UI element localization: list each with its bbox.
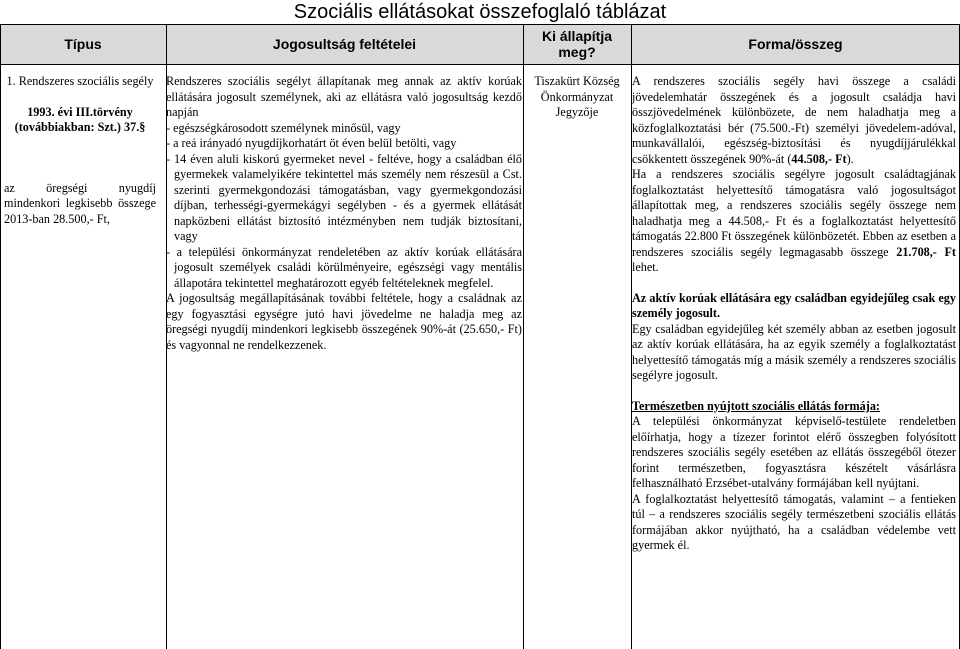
amount-reduced: 21.708,- Ft [896, 244, 956, 259]
eligibility-item: - a reá irányadó nyugdíjkorhatárt öt éven belül betölti, vagy [166, 136, 457, 150]
authority-name: Tiszakürt Község Önkormányzat Jegyzője [534, 74, 620, 119]
type-column [4, 74, 156, 227]
type-name: 1. Rendszeres szociális segély [6, 74, 154, 88]
eligibility-item: - egészségkárosodott személynek minősül, vagy [166, 120, 401, 135]
in-kind-paragraph: A foglalkoztatást helyettesítő támogatás, valamint – a fentieken túl – a rendszeres szociális segély természetbeni szociális ellátás formájában akkor nyújtható, ha a családban védelembe vett gyermek él. [632, 491, 956, 552]
in-kind-paragraph: A települési önkormányzat képviselő-testülete rendeletben előírhatja, hogy a tízezer forintot elérő összegben folyósított rendszeres szociális segély esetében az ellátás összegéből ötezer forint természetben, fogyasztásra készételt vásárlásra felhasználható Erzsébet-utalvány formájában kell nyújtani. [632, 414, 956, 490]
law-reference: 1993. évi III.törvény (továbbiakban: Szt.) 37.§ [14, 104, 146, 134]
table-top-border [0, 24, 960, 25]
header-tipus: Típus [0, 24, 166, 64]
authority-column [524, 74, 630, 121]
page-title: Szociális ellátásokat összefoglaló táblázat [293, 1, 667, 23]
header-divider [0, 64, 960, 65]
amount-paragraph: Ha a rendszeres szociális segélyre jogosult családtagjának foglalkoztatást helyettesítő támogatásra való jogosultságot állapítottak meg, a rendszeres szociális segély összege nem haladhatja meg a 44.508,- Ft és a foglalkoztatást helyettesítő támogatás 22.800 Ft összegének különbözetét. Ebben az esetben a rendszeres szociális segély legmagasabb összege 21.708,- Ft lehet. [632, 167, 956, 274]
eligibility-intro: Rendszeres szociális segélyt állapítanak meg annak az aktív korúak ellátására jogosult személynek, aki az ellátásra való jogosultság kezdő napján [166, 74, 522, 119]
header-ki-allapitja: Ki állapítja meg? [523, 24, 631, 64]
eligibility-column [166, 74, 522, 353]
amount-paragraph: A rendszeres szociális segély havi összege a családi jövedelemhatár összegének és a jogosult családja havi összjövedelmének különbözete, de nem haladhatja meg a közfoglalkoztatási bér (75.500.-Ft) személyi jövedelem-adóval, munkavállalói, egészség-biztosítási és nyugdíjjárulékkal csökkentett összegének 90%-át (44.508,- Ft). [632, 74, 956, 166]
two-person-rule: Egy családban egyidejűleg két személy abban az esetben jogosult az aktív korúak ellátására, ha az egyik személy a foglalkoztatást helyettesítő támogatás míg a másik személy a rendszeres szociális segélyre jogosult. [632, 321, 956, 382]
minimum-pension-note: az öregségi nyugdíj mindenkori legkisebb összege 2013-ban 28.500,- Ft, [4, 180, 156, 226]
column-divider [0, 24, 1, 649]
in-kind-heading: Természetben nyújtott szociális ellátás formája: [632, 398, 880, 413]
form-amount-column [632, 74, 956, 554]
header-forma: Forma/összeg [631, 24, 960, 64]
single-person-rule: Az aktív korúak ellátására egy családban egyidejűleg csak egy személy jogosult. [632, 290, 956, 320]
eligibility-condition: A jogosultság megállapításának további feltétele, hogy a családnak az egy fogyasztási egységre jutó havi jövedelme ne haladja meg az öregségi nyugdíj mindenkori legkisebb összegének 90%-át (25.650,- Ft) és vagyonnal ne rendelkezzenek. [166, 291, 522, 352]
header-jogosultsag: Jogosultság feltételei [166, 24, 523, 64]
eligibility-item: - 14 éven aluli kiskorú gyermeket nevel - feltéve, hogy a családban élő gyermekek valamelyikére tekintettel más személy nem részesül a Cst. szerinti gyermekgondozási támogatásban, vagy gyermekgondozási díjban, terhességi-gyermekágyi segélyben - és a gyermek ellátását napközbeni ellátást biztosító intézményben nem tudják biztosítani, vagy [166, 151, 522, 243]
amount-max: 44.508,- Ft [791, 151, 847, 166]
eligibility-item: - a települési önkormányzat rendeletében az aktív korúak ellátására jogosult személyek családi körülményeire, egészségi vagy mentális állapotára tekintettel meghatározott egyéb feltételeknek megfelel. [166, 244, 522, 290]
